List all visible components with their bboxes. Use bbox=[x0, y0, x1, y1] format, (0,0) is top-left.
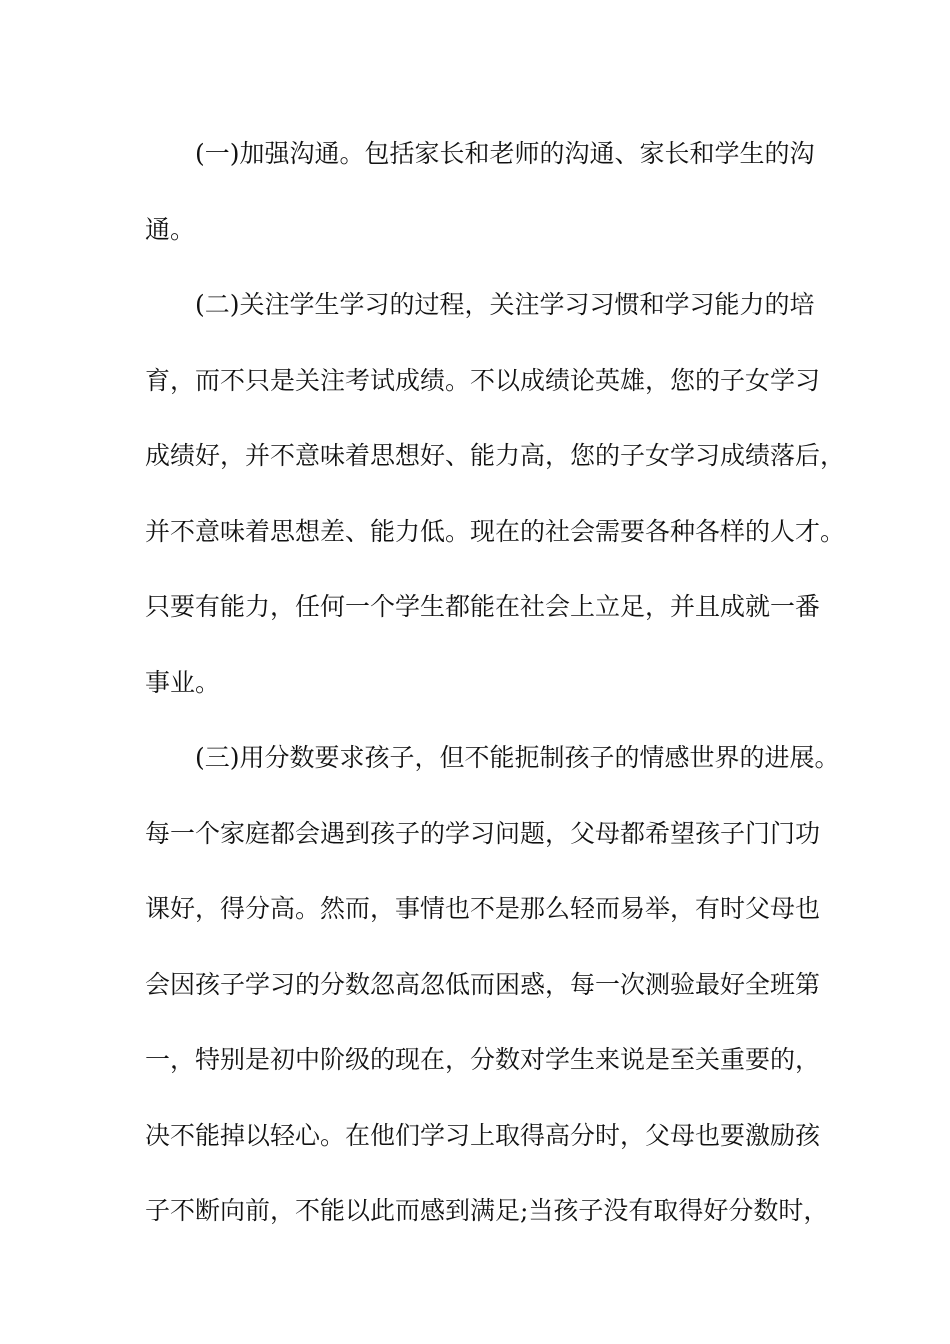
paragraph-3 bbox=[145, 730, 840, 1259]
paragraph-line: 事业。 bbox=[145, 667, 221, 697]
paragraph-line: (三)用分数要求孩子，但不能扼制孩子的情感世界的进展。 bbox=[195, 743, 840, 772]
paragraph-line: 成绩好，并不意味着思想好、能力高，您的子女学习成绩落后， bbox=[145, 441, 846, 470]
paragraph-line: 子不断向前，不能以此而感到满足;当孩子没有取得好分数时， bbox=[145, 1196, 829, 1225]
paragraph-line: 会因孩子学习的分数忽高忽低而困惑，每一次测验最好全班第 bbox=[145, 969, 821, 999]
paragraph-line: 每一个家庭都会遇到孩子的学习问题，父母都希望孩子门门功 bbox=[145, 818, 821, 848]
paragraph-line: (一)加强沟通。包括家长和老师的沟通、家长和学生的沟 bbox=[195, 139, 815, 168]
paragraph-line: 通。 bbox=[145, 214, 196, 244]
paragraph-line: 一，特别是初中阶级的现在，分数对学生来说是至关重要的， bbox=[145, 1045, 821, 1074]
paragraph-line: 课好，得分高。然而，事情也不是那么轻而易举，有时父母也 bbox=[145, 894, 821, 923]
document-body bbox=[145, 126, 846, 1259]
paragraph-2 bbox=[145, 277, 846, 730]
paragraph-line: 并不意味着思想差、能力低。现在的社会需要各种各样的人才。 bbox=[145, 516, 846, 546]
paragraph-line: 决不能掉以轻心。在他们学习上取得高分时，父母也要激励孩 bbox=[145, 1120, 821, 1150]
paragraph-1 bbox=[145, 126, 825, 277]
paragraph-line: 育，而不只是关注考试成绩。不以成绩论英雄，您的子女学习 bbox=[145, 365, 821, 395]
paragraph-line: 只要有能力，任何一个学生都能在社会上立足，并且成就一番 bbox=[145, 592, 821, 621]
paragraph-line: (二)关注学生学习的过程，关注学习习惯和学习能力的培 bbox=[195, 290, 815, 319]
